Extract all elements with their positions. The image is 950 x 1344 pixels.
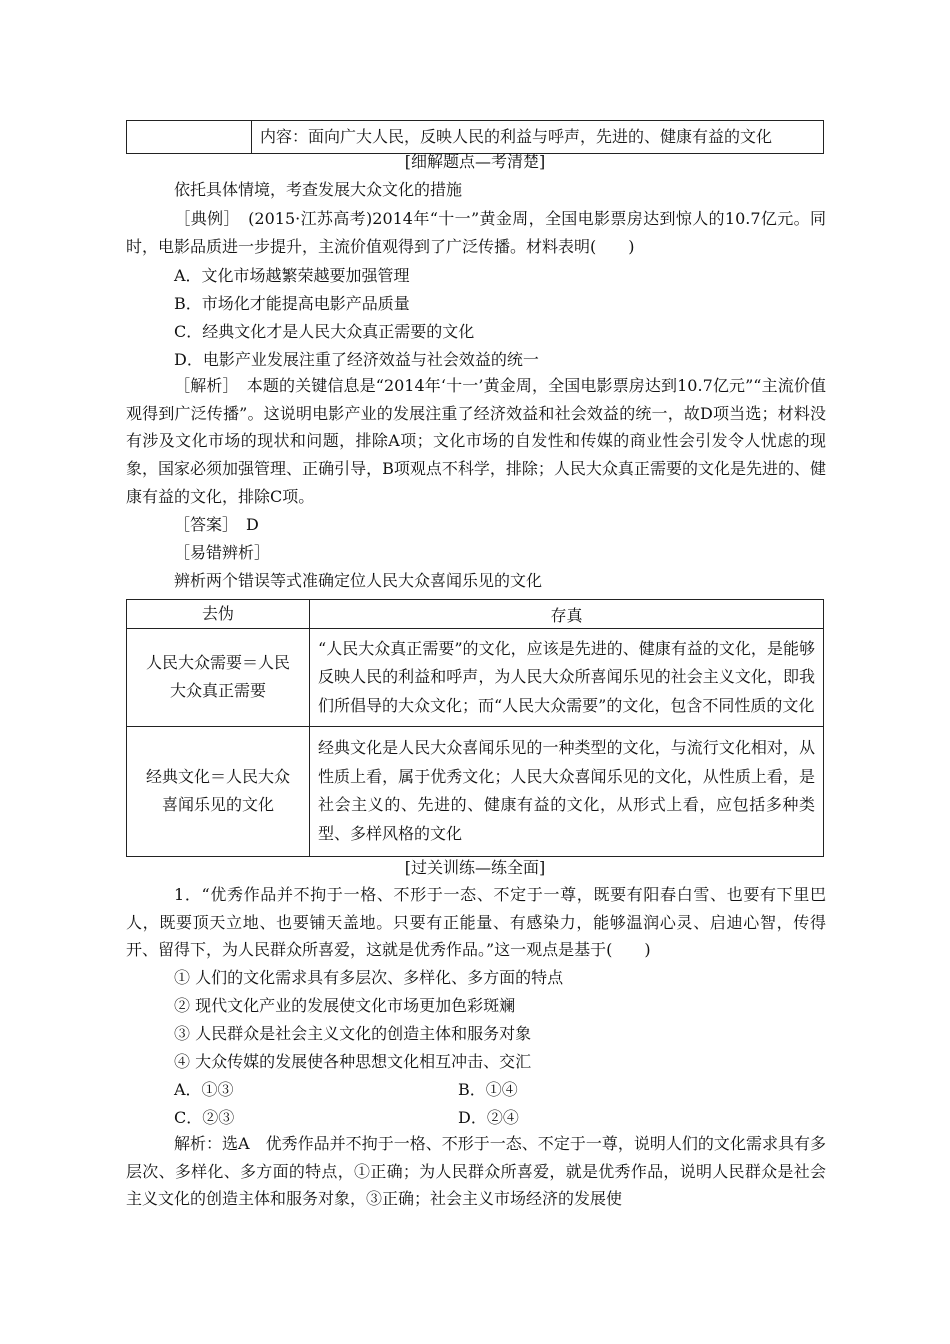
option-d: D．电影产业发展注重了经济效益与社会效益的统一: [174, 350, 539, 369]
top-table-empty-cell: [127, 121, 252, 153]
row-1-left: [127, 629, 310, 727]
choice-d: D．②④: [458, 1108, 519, 1127]
section-heading: [细解题点—考清楚]: [404, 152, 546, 171]
table-row: [127, 726, 824, 856]
question-paragraph: [126, 881, 826, 964]
row-2-left-text: 经典文化＝人民大众喜闻乐见的文化: [145, 767, 290, 815]
error-analysis-intro: 辨析两个错误等式准确定位人民大众喜闻乐见的文化: [174, 571, 543, 590]
example-text: ［典例］ (2015·江苏高考)2014年“十一”黄金周，全国电影票房达到惊人的10.7亿元。同时，电影品质进一步提升，主流价值观得到了广泛传播。材料表明( ): [126, 209, 826, 256]
statement-4: ④ 大众传媒的发展使各种思想文化相互冲击、交汇: [174, 1052, 532, 1071]
section2-heading: [过关训练—练全面]: [404, 858, 546, 877]
compare-table-header: [127, 600, 824, 629]
analysis-paragraph: [126, 372, 826, 511]
example-paragraph: [126, 205, 826, 260]
choice-a: A．①③: [174, 1080, 234, 1099]
option-c: C．经典文化才是人民大众真正需要的文化: [174, 322, 475, 341]
choice-b: B．①④: [458, 1080, 518, 1099]
error-analysis-title: ［易错辨析］: [174, 543, 271, 562]
statement-1: ① 人们的文化需求具有多层次、多样化、多方面的特点: [174, 968, 564, 987]
answer-line: ［答案］ D: [174, 515, 259, 534]
statement-3: ③ 人民群众是社会主义文化的创造主体和服务对象: [174, 1024, 532, 1043]
top-table-content-cell: 内容：面向广大人民，反映人民的利益与呼声，先进的、健康有益的文化: [260, 127, 773, 146]
option-b: B．市场化才能提高电影产品质量: [174, 294, 410, 313]
solution-text: 解析：选A 优秀作品并不拘于一格、不形于一态、不定于一尊，说明人们的文化需求具有多层次、多样化、多方面的特点，①正确；为人民群众所喜爱，就是优秀作品，说明人民群众是社会主义文化的创造主体和服务对象，③正确；社会主义市场经济的发展使: [126, 1134, 826, 1209]
row-2-left: [127, 726, 310, 856]
statement-2: ② 现代文化产业的发展使文化市场更加色彩斑斓: [174, 996, 516, 1015]
section-subtitle: 依托具体情境，考查发展大众文化的措施: [174, 180, 463, 199]
choice-c: C．②③: [174, 1108, 235, 1127]
header-false: 去伪: [127, 600, 310, 629]
question-text: 1．“优秀作品并不拘于一格、不形于一态、不定于一尊，既要有阳春白雪、也要有下里巴人，既要顶天立地、也要铺天盖地。只要有正能量、有感染力，能够温润心灵、启迪心智，传得开、留得下，为人民群众所喜爱，这就是优秀作品。”这一观点是基于( ): [126, 885, 826, 960]
row-1-left-text: 人民大众需要＝人民大众真正需要: [145, 653, 290, 701]
solution-paragraph: [126, 1130, 826, 1213]
analysis-text: ［解析］ 本题的关键信息是“2014年‘十一’黄金周，全国电影票房达到10.7亿元”“主流价值观得到广泛传播”。这说明电影产业的发展注重了经济效益和社会效益的统一，故D项当选；材料没有涉及文化市场的现状和问题，排除A项；文化市场的自发性和传媒的商业性会引发令人忧虑的现象，国家必须加强管理、正确引导，B项观点不科学，排除；人民大众真正需要的文化是先进的、健康有益的文化，排除C项。: [126, 376, 826, 506]
header-true: 存真: [310, 600, 824, 629]
top-table: [126, 120, 824, 154]
compare-table: [126, 599, 824, 857]
row-2-right: 经典文化是人民大众喜闻乐见的一种类型的文化，与流行文化相对，从性质上看，属于优秀文化；人民大众喜闻乐见的文化，从性质上看，是社会主义的、先进的、健康有益的文化，从形式上看，应包括多种类型、多样风格的文化: [310, 726, 824, 856]
row-1-right: “人民大众真正需要”的文化，应该是先进的、健康有益的文化，是能够反映人民的利益和呼声，为人民大众所喜闻乐见的社会主义文化，即我们所倡导的大众文化；而“人民大众需要”的文化，包含不同性质的文化: [310, 629, 824, 727]
option-a: A．文化市场越繁荣越要加强管理: [174, 266, 410, 285]
table-row: [127, 629, 824, 727]
